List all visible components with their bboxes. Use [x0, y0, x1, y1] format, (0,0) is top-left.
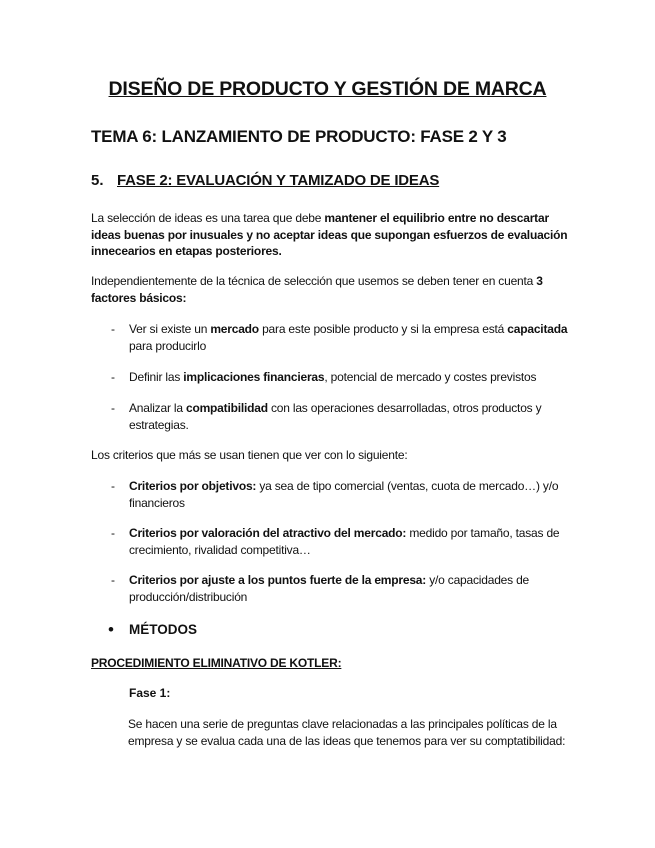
- factor-item: [129, 369, 574, 386]
- intro-text: La selección de ideas es una tarea que debe: [91, 211, 325, 225]
- dash-marker: -: [111, 401, 115, 415]
- criteria-intro: Los criterios que más se usan tienen que ver con lo siguiente:: [91, 448, 408, 462]
- factors-intro-paragraph: [91, 273, 571, 306]
- criteria-label: Criterios por valoración del atractivo del mercado:: [129, 526, 407, 540]
- factors-intro-bold: 3 factores básicos:: [91, 274, 543, 305]
- factor-text: Definir las: [129, 370, 184, 384]
- phase-description: Se hacen una serie de preguntas clave relacionadas a las principales políticas de la empresa y se evalua cada una de las ideas que tenemos para ver su comptatibilidad:: [128, 717, 566, 748]
- criteria-item: [129, 525, 574, 558]
- criteria-text: y/o capacidades de producción/distribución: [129, 573, 530, 604]
- phase-label: Fase 1:: [129, 686, 171, 700]
- procedure-heading: PROCEDIMIENTO ELIMINATIVO DE KOTLER:: [91, 656, 342, 670]
- criteria-label: Criterios por ajuste a los puntos fuerte de la empresa:: [129, 573, 427, 587]
- intro-text-bold: mantener el equilibrio entre no descartar ideas buenas por inusuales y no aceptar ideas que supongan esfuerzos de evaluación innecearios en etapas posteriores.: [91, 211, 568, 258]
- page-title: DISEÑO DE PRODUCTO Y GESTIÓN DE MARCA: [108, 78, 547, 100]
- factor-bold: compatibilidad: [185, 401, 268, 415]
- factor-item: [129, 400, 574, 433]
- criteria-text: ya sea de tipo comercial (ventas, cuota de mercado…) y/o financieros: [129, 479, 559, 510]
- factor-bold: mercado: [210, 322, 259, 336]
- section-heading: FASE 2: EVALUACIÓN Y TAMIZADO DE IDEAS: [117, 172, 440, 189]
- factor-text: , potencial de mercado y costes previstos: [324, 370, 537, 384]
- factor-text: para este posible producto y si la empresa está: [258, 322, 508, 336]
- dash-marker: -: [111, 370, 115, 384]
- intro-paragraph: [91, 210, 571, 260]
- criteria-item: [129, 572, 574, 605]
- section-number: 5.: [91, 172, 104, 189]
- factor-text: con las operaciones desarrolladas, otros productos y estrategias.: [129, 401, 542, 432]
- criteria-label: Criterios por objetivos:: [129, 479, 257, 493]
- factor-text: Analizar la: [129, 401, 186, 415]
- dash-marker: -: [111, 573, 115, 587]
- criteria-text: medido por tamaño, tasas de crecimiento, rivalidad competitiva…: [129, 526, 560, 557]
- metodos-heading: MÉTODOS: [129, 622, 198, 637]
- factor-text: para producirlo: [129, 338, 207, 353]
- factor-item: [129, 321, 574, 354]
- criteria-item: [129, 478, 574, 511]
- tema-heading: TEMA 6: LANZAMIENTO DE PRODUCTO: FASE 2 Y 3: [91, 127, 507, 146]
- dash-marker: -: [111, 526, 115, 540]
- factor-bold: capacitada: [507, 322, 568, 336]
- bullet-dot: •: [108, 620, 114, 639]
- factors-intro-text: Independientemente de la técnica de selección que usemos se deben tener en cuenta: [91, 274, 537, 288]
- factor-text: Ver si existe un: [129, 322, 211, 336]
- factor-bold: implicaciones financieras: [183, 370, 325, 384]
- dash-marker: -: [111, 322, 115, 336]
- dash-marker: -: [111, 479, 115, 493]
